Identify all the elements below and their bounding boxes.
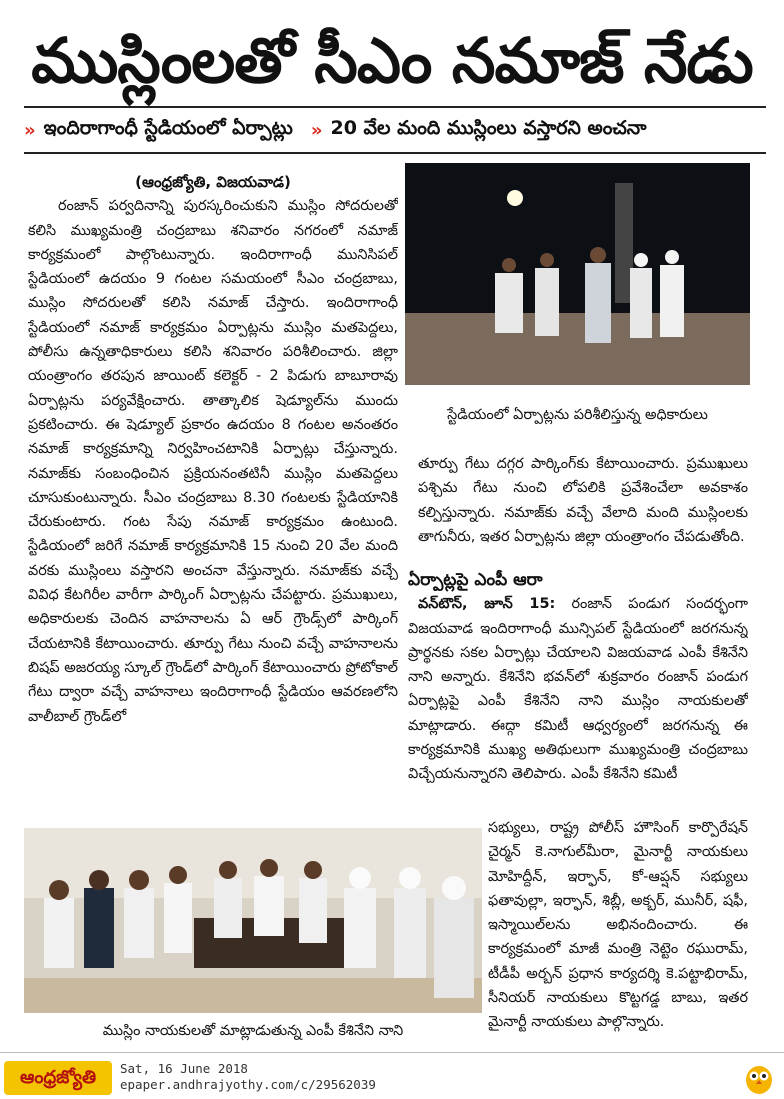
dateline: (ఆంధ్రజ్యోతి, విజయవాడ) bbox=[135, 173, 291, 191]
stadium-photo-image bbox=[405, 163, 750, 385]
arrow-icon: » bbox=[310, 119, 323, 141]
article-left-column bbox=[28, 170, 398, 820]
epaper-url[interactable]: epaper.andhrajyothy.com/c/29562039 bbox=[120, 1077, 376, 1092]
publication-date: Sat, 16 June 2018 bbox=[120, 1061, 248, 1076]
top-photo-caption: స్టేడియంలో ఏర్పాట్లను పరిశీలిస్తున్న అధికారులు bbox=[447, 407, 708, 423]
rule-top bbox=[24, 106, 766, 108]
bottom-photo-caption: ముస్లిం నాయకులతో మాట్లాడుతున్న ఎంపీ కేశినేని నాని bbox=[102, 1023, 404, 1039]
second-story bbox=[408, 568, 748, 816]
footer bbox=[0, 1052, 784, 1099]
second-story-tail: సభ్యులు, రాష్ట్ర పోలీస్ హౌసింగ్ కార్పొరేషన్ చైర్మన్ కె.నాగుల్‌మీరా, మైనార్టీ నాయకులు మోహిద్దీన్, ఇర్ఫాన్, కో-ఆప్షన్ సభ్యులు ఫతావుల్లా, ఇర్ఫాన్, శిబ్లీ, అక్బర్, మునీర్, షఫీ, ఇస్మాయిల్‌లను అభినందించారు. ఈ కార్యక్రమంలో మాజీ మంత్రి నెట్టెం రఘురామ్, టీడీపీ అర్బన్ ప్రధాన కార్యదర్శి కె.పట్టాభిరామ్, సీనియర్ నాయకులు కొట్టగడ్డ బాబు, ఇతర మైనార్టీ నాయకులు పాల్గొన్నారు. bbox=[488, 820, 748, 1031]
subheading-bar bbox=[24, 114, 764, 146]
andhrajyothy-logo: ఆంధ్రజ్యోతి bbox=[4, 1061, 112, 1095]
meeting-photo bbox=[24, 828, 482, 1013]
footer-info bbox=[120, 1061, 376, 1093]
arrow-icon: » bbox=[24, 119, 36, 141]
second-story-body-top bbox=[408, 592, 748, 786]
owl-icon bbox=[744, 1061, 774, 1095]
second-story-body: రంజాన్ పండుగ సందర్భంగా విజయవాడ ఇందిరాగాంధీ మున్సిపల్ స్టేడియంలో జరగనున్న ప్రార్థనకు సకల ఏర్పాట్లు చేయాలని విజయవాడ ఎంపీ కేశినేని నాని అన్నారు. కేశినేని భవన్‌లో శుక్రవారం రంజాన్ పండుగ ఏర్పాట్లపై ఎంపీ కేశినేని నాని ముస్లిం నాయకులతో మాట్లాడారు. ఈద్గా కమిటీ ఆధ్వర్యంలో జరగనున్న ఈ కార్యక్రమానికి ముఖ్య అతిథులుగా ముఖ్యమంత్రి చంద్రబాబు విచ్చేయనున్నారని తెలిపారు. ఎంపీ కేశినేని కమిటీ bbox=[408, 596, 748, 783]
second-story-title: ఏర్పాట్లపై ఎంపీ ఆరా bbox=[408, 570, 543, 590]
subheading-2: 20 వేల మంది ముస్లింలు వస్తారని అంచనా bbox=[330, 116, 647, 139]
second-story-tail-column bbox=[488, 816, 748, 1044]
article-body-continued: తూర్పు గేటు దగ్గర పార్కింగ్‌కు కేటాయించారు. ప్రముఖులు పశ్చిమ గేటు నుంచి లోపలికి ప్రవేశించేలా అవకాశం కల్పిస్తున్నారు. నమాజ్‌కు వచ్చే వేలాది మంది ముస్లింలకు తాగునీరు, ఇతర ఏర్పాట్లను జిల్లా యంత్రాంగం చేపడుతోంది. bbox=[418, 456, 748, 545]
stadium-photo bbox=[405, 163, 750, 385]
subheading-1: ఇందిరాగాంధీ స్టేడియంలో ఏర్పాట్లు bbox=[43, 116, 293, 139]
article-body: రంజాన్ పర్వదినాన్ని పురస్కరించుకుని ముస్లిం సోదరులతో కలిసి ముఖ్యమంత్రి చంద్రబాబు శనివారం నగరంలో నమాజ్ కార్యక్రమంలో పాల్గొంటున్నారు. ఇందిరాగాంధీ మునిసిపల్ స్టేడియంలో ఉదయం 9 గంటల సమయంలో సీఎం చంద్రబాబు, ముస్లిం సోదరులతో కలిసి నమాజ్ చేస్తారు. ఇందిరాగాంధీ స్టేడియంలో నమాజ్ కార్యక్రమం ఏర్పాట్లను ముస్లిం మతపెద్దలు, పోలీసు ఉన్నతాధికారులు కలిసి శనివారం పరిశీలించారు. జిల్లా యంత్రాంగం తరపున జాయింట్ కలెక్టర్ - 2 పిడుగు బాబూరావు ఏర్పాట్లను పర్యవేక్షించారు. తాత్కాలిక షెడ్యూల్‌ను ముందు ప్రకటించారు. ఈ షెడ్యూల్ ప్రకారం ఉదయం 8 గంటల అనంతరం నమాజ్ కార్యక్రమాన్ని నిర్వహించటానికి ఏర్పాట్లు చేస్తున్నారు. నమాజ్‌కు సంబంధించిన ప్రక్రియనంతటినీ ముస్లిం మతపెద్దలు చూసుకుంటున్నారు. సీఎం చంద్రబాబు 8.30 గంటలకు స్టేడియానికి చేరుకుంటారు. గంట సేపు నమాజ్ కార్యక్రమం ఉంటుంది. స్టేడియంలో జరిగే నమాజ్ కార్యక్రమానికి 15 నుంచి 20 వేల మంది వరకు ముస్లింలు వస్తారని అంచనా వేస్తున్నారు. నమాజ్‌కు వచ్చే వివిధ కేటగిరీల వారీగా పార్కింగ్ ఏర్పాట్లను చేపట్టారు. ప్రముఖులు, అధికారులకు చెందిన వాహనాలను ఏ ఆర్ గ్రౌండ్స్‌లో పార్కింగ్ చేయటానికి కేటాయించారు. తూర్పు గేటు నుంచి వచ్చే వాహనాలను బిషప్ అజరయ్య స్కూల్ గ్రౌండ్‌లో పార్కింగ్ కేటాయించారు ప్రోటోకాల్ గేటు ద్వారా వచ్చే వాహనాలు ఇందిరాగాంధీ స్టేడియం ఆవరణలోని వాలీబాల్ గ్రౌండ్‌లో bbox=[28, 198, 398, 725]
article-right-continuation bbox=[418, 452, 748, 549]
rule-bottom bbox=[24, 152, 766, 154]
meeting-photo-image bbox=[24, 828, 482, 1013]
second-story-lead: వన్‌టౌన్, జూన్ 15: bbox=[418, 596, 556, 613]
headline: ముస్లింలతో సీఎం నమాజ్ నేడు bbox=[31, 24, 753, 97]
